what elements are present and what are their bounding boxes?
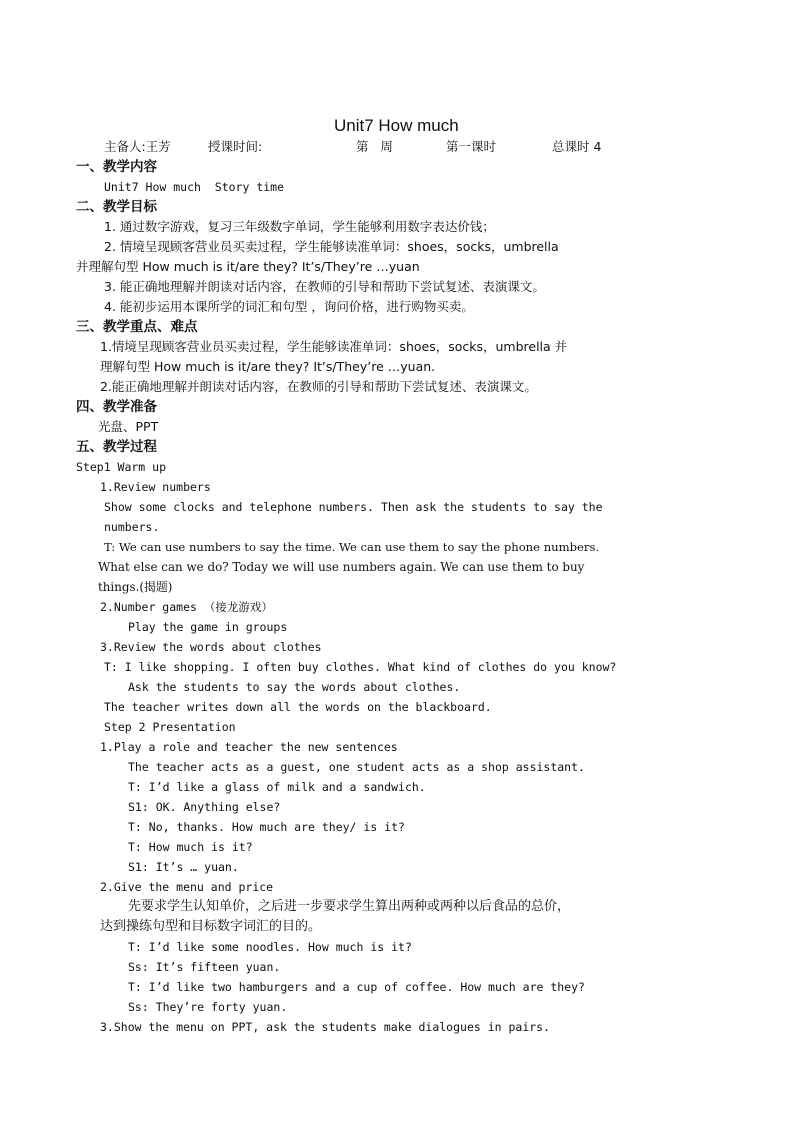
process-line: 2.Number games （接龙游戏） xyxy=(100,600,273,614)
section-heading-process: 五、教学过程 xyxy=(76,439,157,455)
process-line: T: I like shopping. I often buy clothes. What kind of clothes do you know? xyxy=(104,660,617,674)
process-line: things.(揭题) xyxy=(98,580,173,594)
process-line: 1.Play a role and teacher the new sentences xyxy=(100,740,398,754)
page-title: Unit7 How much xyxy=(334,116,459,135)
process-line: T: No, thanks. How much are they/ is it? xyxy=(128,820,405,834)
key-point-line: 1.情境呈现顾客营业员买卖过程，学生能够读准单词：shoes，socks，umbrella 并 xyxy=(100,339,568,354)
meta-preparer: 主备人:王芳 xyxy=(104,139,171,154)
process-line: Show some clocks and telephone numbers. Then ask the students to say the xyxy=(104,500,603,514)
section-heading-content: 一、教学内容 xyxy=(76,159,157,175)
meta-lesson: 第一课时 xyxy=(446,139,497,154)
section-heading-objectives: 二、教学目标 xyxy=(76,199,157,215)
step-heading: Step 2 Presentation xyxy=(104,720,236,734)
step-heading: Step1 Warm up xyxy=(76,460,167,474)
process-line: Play the game in groups xyxy=(128,620,288,634)
process-line: T: I’d like two hamburgers and a cup of coffee. How much are they? xyxy=(128,980,585,994)
process-line: 2.Give the menu and price xyxy=(100,880,274,894)
process-line: numbers. xyxy=(104,520,160,534)
section-heading-key-points: 三、教学重点、难点 xyxy=(76,319,198,335)
process-line: The teacher acts as a guest, one student acts as a shop assistant. xyxy=(128,760,585,774)
process-line: T: I’d like some noodles. How much is it? xyxy=(128,940,412,954)
objective-line: 并理解句型 How much is it/are they? It’s/They’re …yuan xyxy=(76,259,420,274)
content-line: Unit7 How much Story time xyxy=(104,180,285,194)
process-line: S1: It’s … yuan. xyxy=(128,860,239,874)
process-line: 1.Review numbers xyxy=(100,480,211,494)
key-point-line: 理解句型 How much is it/are they? It’s/They’re …yuan. xyxy=(100,359,436,374)
meta-total: 总课时 4 xyxy=(552,139,602,154)
process-line: 3.Show the menu on PPT, ask the students make dialogues in pairs. xyxy=(100,1020,551,1034)
key-point-line: 2.能正确地理解并朗读对话内容，在教师的引导和帮助下尝试复述、表演课文。 xyxy=(100,379,537,394)
process-line: Ss: They’re forty yuan. xyxy=(128,1000,288,1014)
process-line: 达到操练句型和目标数字词汇的目的。 xyxy=(100,919,322,934)
objective-line: 2. 情境呈现顾客营业员买卖过程，学生能够读准单词：shoes，socks，umbrella xyxy=(104,239,559,254)
process-line: Ss: It’s fifteen yuan. xyxy=(128,960,281,974)
process-line: T: We can use numbers to say the time. We can use them to say the phone numbers. xyxy=(104,540,600,554)
meta-teach-time: 授课时间: xyxy=(208,139,263,154)
preparation-line: 光盘、PPT xyxy=(98,419,159,434)
objective-line: 1. 通过数字游戏，复习三年级数字单词，学生能够利用数字表达价钱； xyxy=(104,219,495,234)
process-line: T: I’d like a glass of milk and a sandwich. xyxy=(128,780,426,794)
process-line: The teacher writes down all the words on the blackboard. xyxy=(104,700,492,714)
section-heading-preparation: 四、教学准备 xyxy=(76,399,157,415)
process-line: 先要求学生认知单价，之后进一步要求学生算出两种或两种以后食品的总价， xyxy=(128,899,571,914)
process-line: 3.Review the words about clothes xyxy=(100,640,322,654)
meta-week: 第 周 xyxy=(356,139,393,154)
process-line: Ask the students to say the words about clothes. xyxy=(128,680,461,694)
process-line: T: How much is it? xyxy=(128,840,253,854)
process-line: S1: OK. Anything else? xyxy=(128,800,281,814)
objective-line: 3. 能正确地理解并朗读对话内容，在教师的引导和帮助下尝试复述、表演课文。 xyxy=(104,279,545,294)
objective-line: 4. 能初步运用本课所学的词汇和句型 ，询问价格，进行购物买卖。 xyxy=(104,299,474,314)
process-line: What else can we do? Today we will use numbers again. We can use them to buy xyxy=(98,560,585,574)
